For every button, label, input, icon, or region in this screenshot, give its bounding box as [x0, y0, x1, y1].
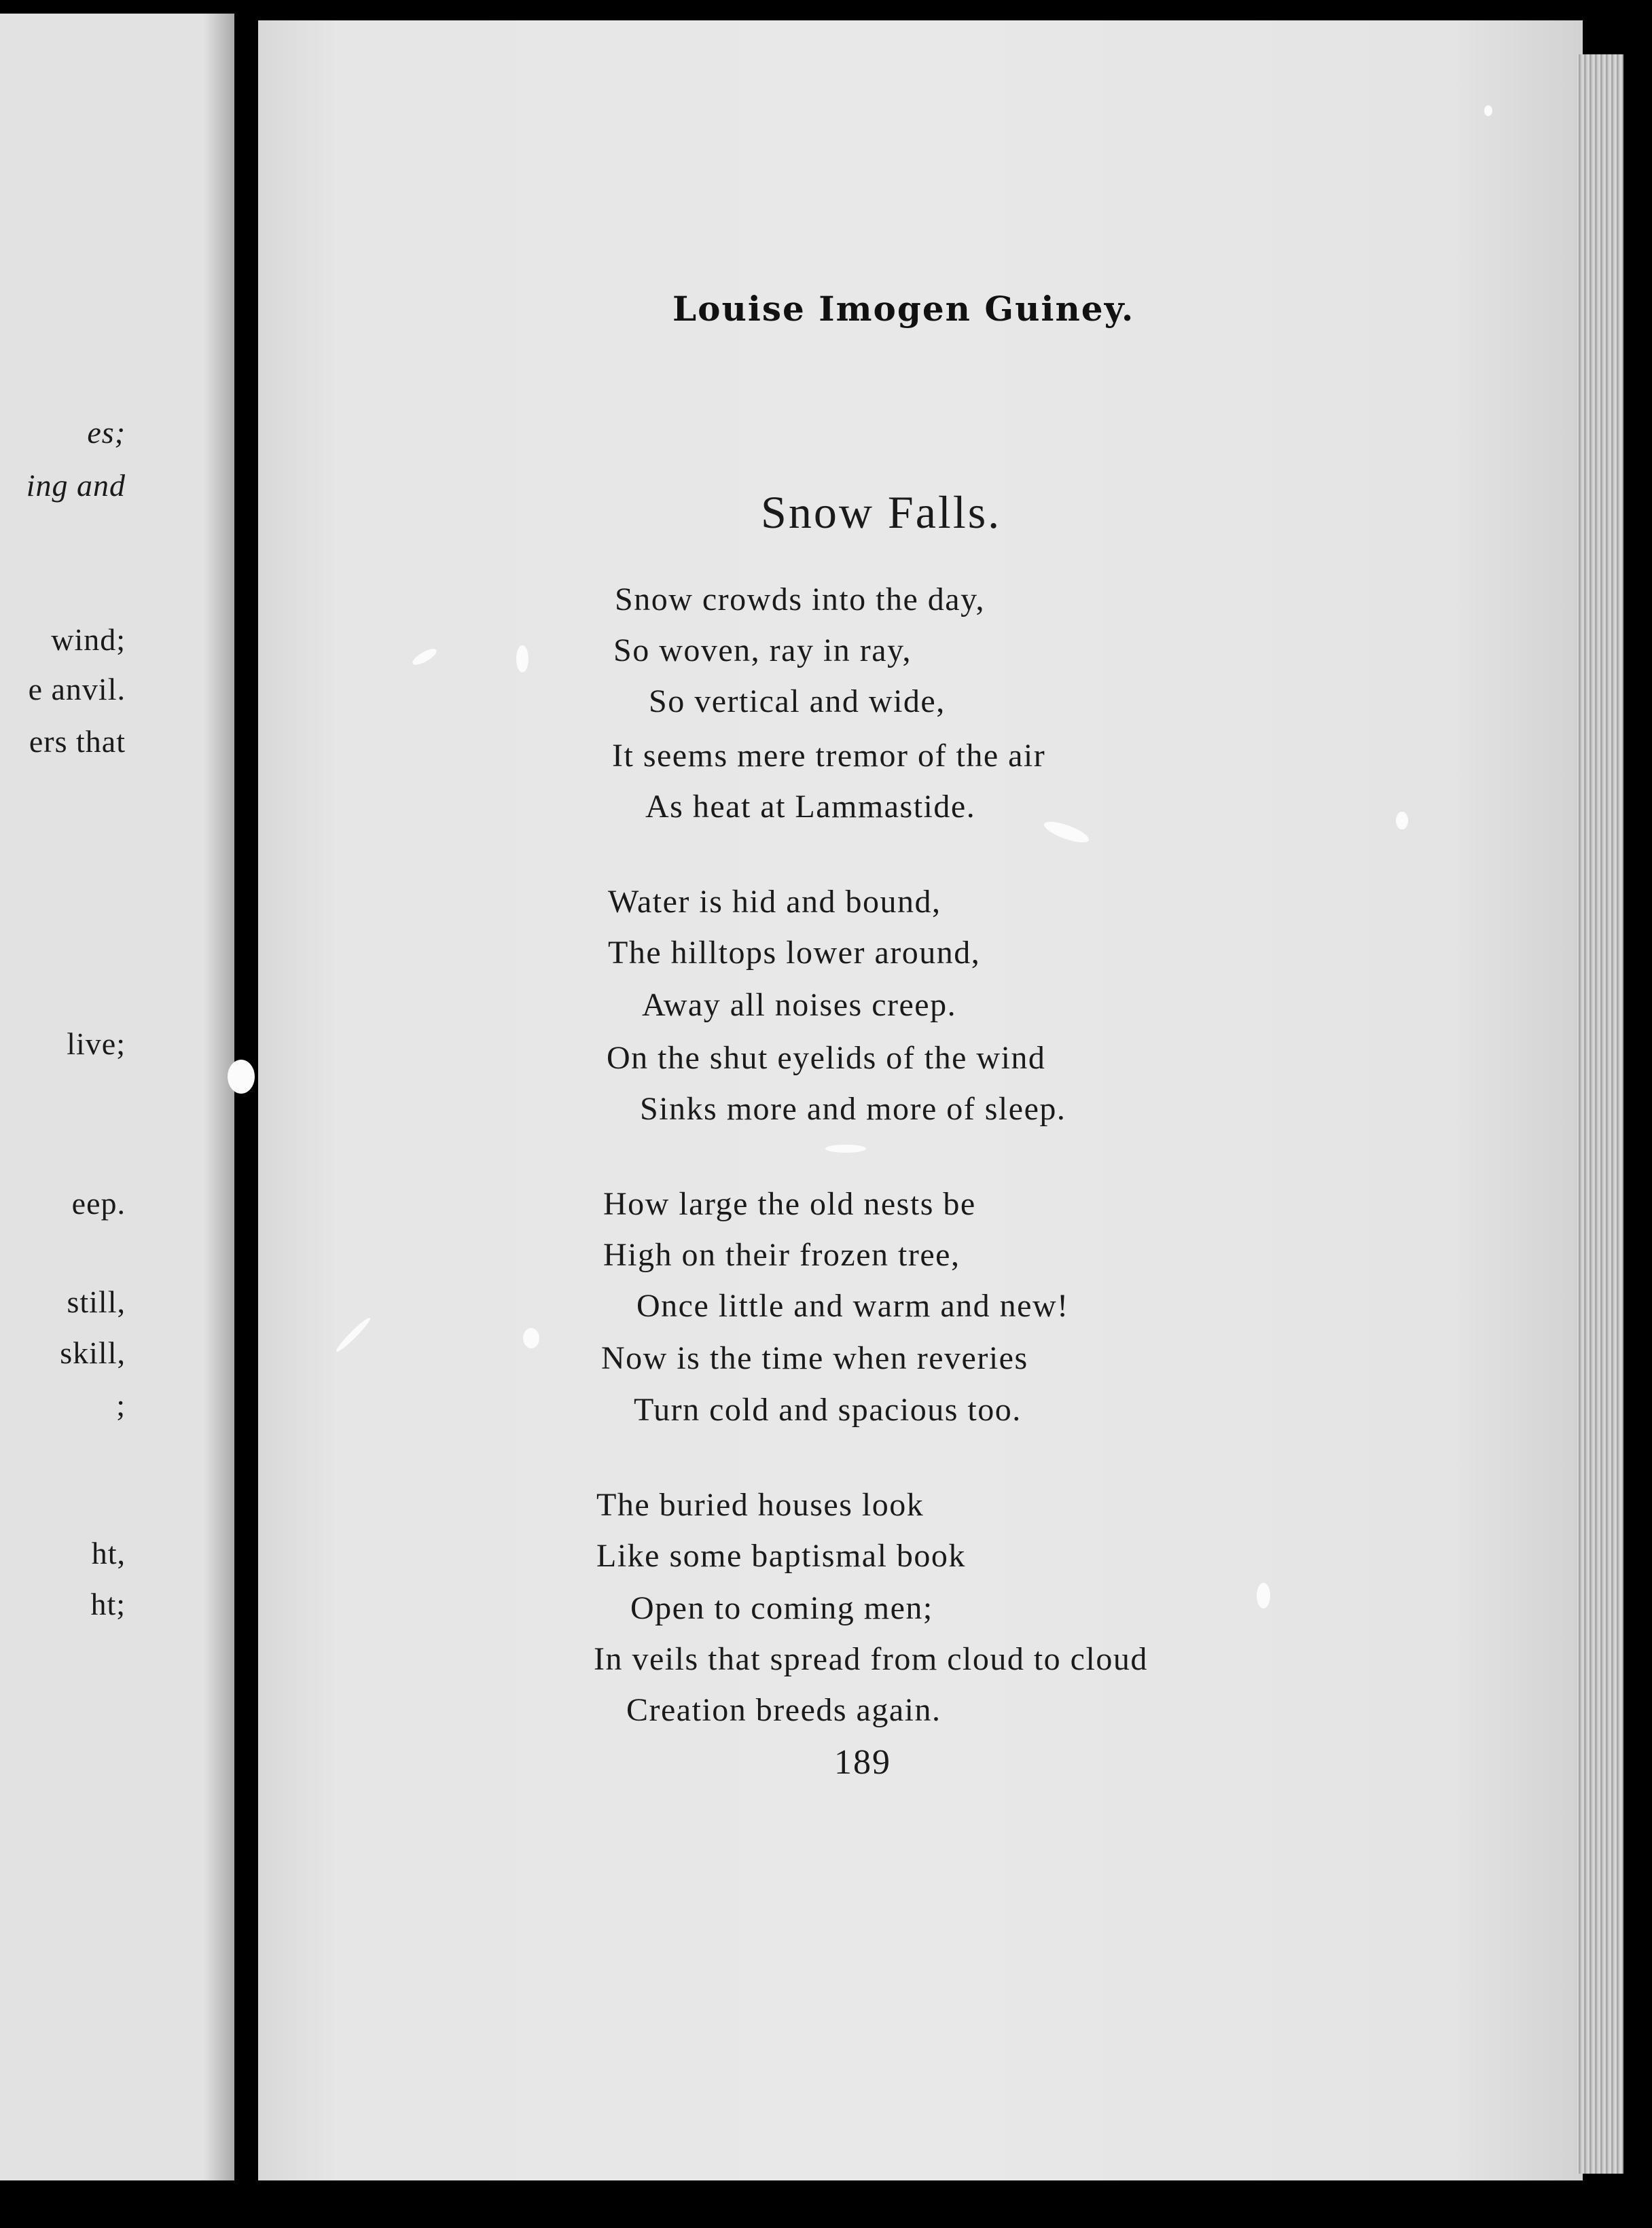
left-page-fragment: live;: [67, 1026, 126, 1061]
verse-line: As heat at Lammastide.: [645, 789, 976, 825]
left-page-fragment: e anvil.: [28, 672, 126, 706]
page-number: 189: [834, 1743, 891, 1782]
running-head: Louise Imogen Guiney.: [672, 289, 1135, 329]
scan-speck: [825, 1145, 866, 1153]
verse-line: So woven, ray in ray,: [613, 632, 912, 668]
verse-line: Turn cold and spacious too.: [634, 1392, 1022, 1428]
scan-speck: [228, 1060, 255, 1094]
left-page-fragment: ;: [116, 1388, 126, 1422]
left-page-fragment: ers that: [29, 724, 126, 759]
left-page-fragment: eep.: [71, 1186, 126, 1221]
page-edges: [1576, 54, 1623, 2174]
verse-line: It seems mere tremor of the air: [612, 738, 1046, 774]
verse-line: In veils that spread from cloud to cloud: [594, 1641, 1148, 1677]
verse-line: Away all noises creep.: [642, 987, 957, 1023]
verse-line: How large the old nests be: [603, 1186, 976, 1222]
left-page-fragment: es;: [87, 415, 126, 450]
left-page-fragment: ht,: [91, 1536, 126, 1570]
verse-line: High on their frozen tree,: [603, 1237, 960, 1273]
left-page-fragment: ht;: [90, 1587, 126, 1621]
verse-line: Once little and warm and new!: [636, 1288, 1069, 1324]
book-gutter: [234, 0, 258, 2228]
verse-line: Sinks more and more of sleep.: [640, 1091, 1066, 1127]
scan-speck: [523, 1328, 539, 1348]
verse-line: So vertical and wide,: [649, 683, 946, 719]
verse-line: Creation breeds again.: [626, 1692, 941, 1728]
left-page-fragment: skill,: [60, 1335, 126, 1370]
left-page-fragment: still,: [67, 1284, 126, 1319]
left-page-fragment: wind;: [51, 622, 126, 657]
left-page-fragment: ing and: [26, 468, 126, 503]
poem-title: Snow Falls.: [761, 486, 1002, 538]
verse-line: Now is the time when reveries: [601, 1340, 1028, 1376]
verse-line: Water is hid and bound,: [608, 884, 941, 920]
page-shadow: [204, 14, 234, 2180]
verse-line: Snow crowds into the day,: [615, 581, 985, 617]
scan-speck: [516, 645, 528, 672]
verse-line: The buried houses look: [596, 1487, 924, 1523]
verse-line: The hilltops lower around,: [608, 935, 981, 971]
left-page: [0, 14, 234, 2180]
scan-speck: [1484, 105, 1492, 116]
verse-line: Open to coming men;: [630, 1590, 933, 1626]
verse-line: Like some baptismal book: [596, 1538, 966, 1574]
verse-line: On the shut eyelids of the wind: [607, 1040, 1046, 1076]
scan-speck: [1257, 1583, 1270, 1609]
scan-speck: [1396, 812, 1408, 829]
